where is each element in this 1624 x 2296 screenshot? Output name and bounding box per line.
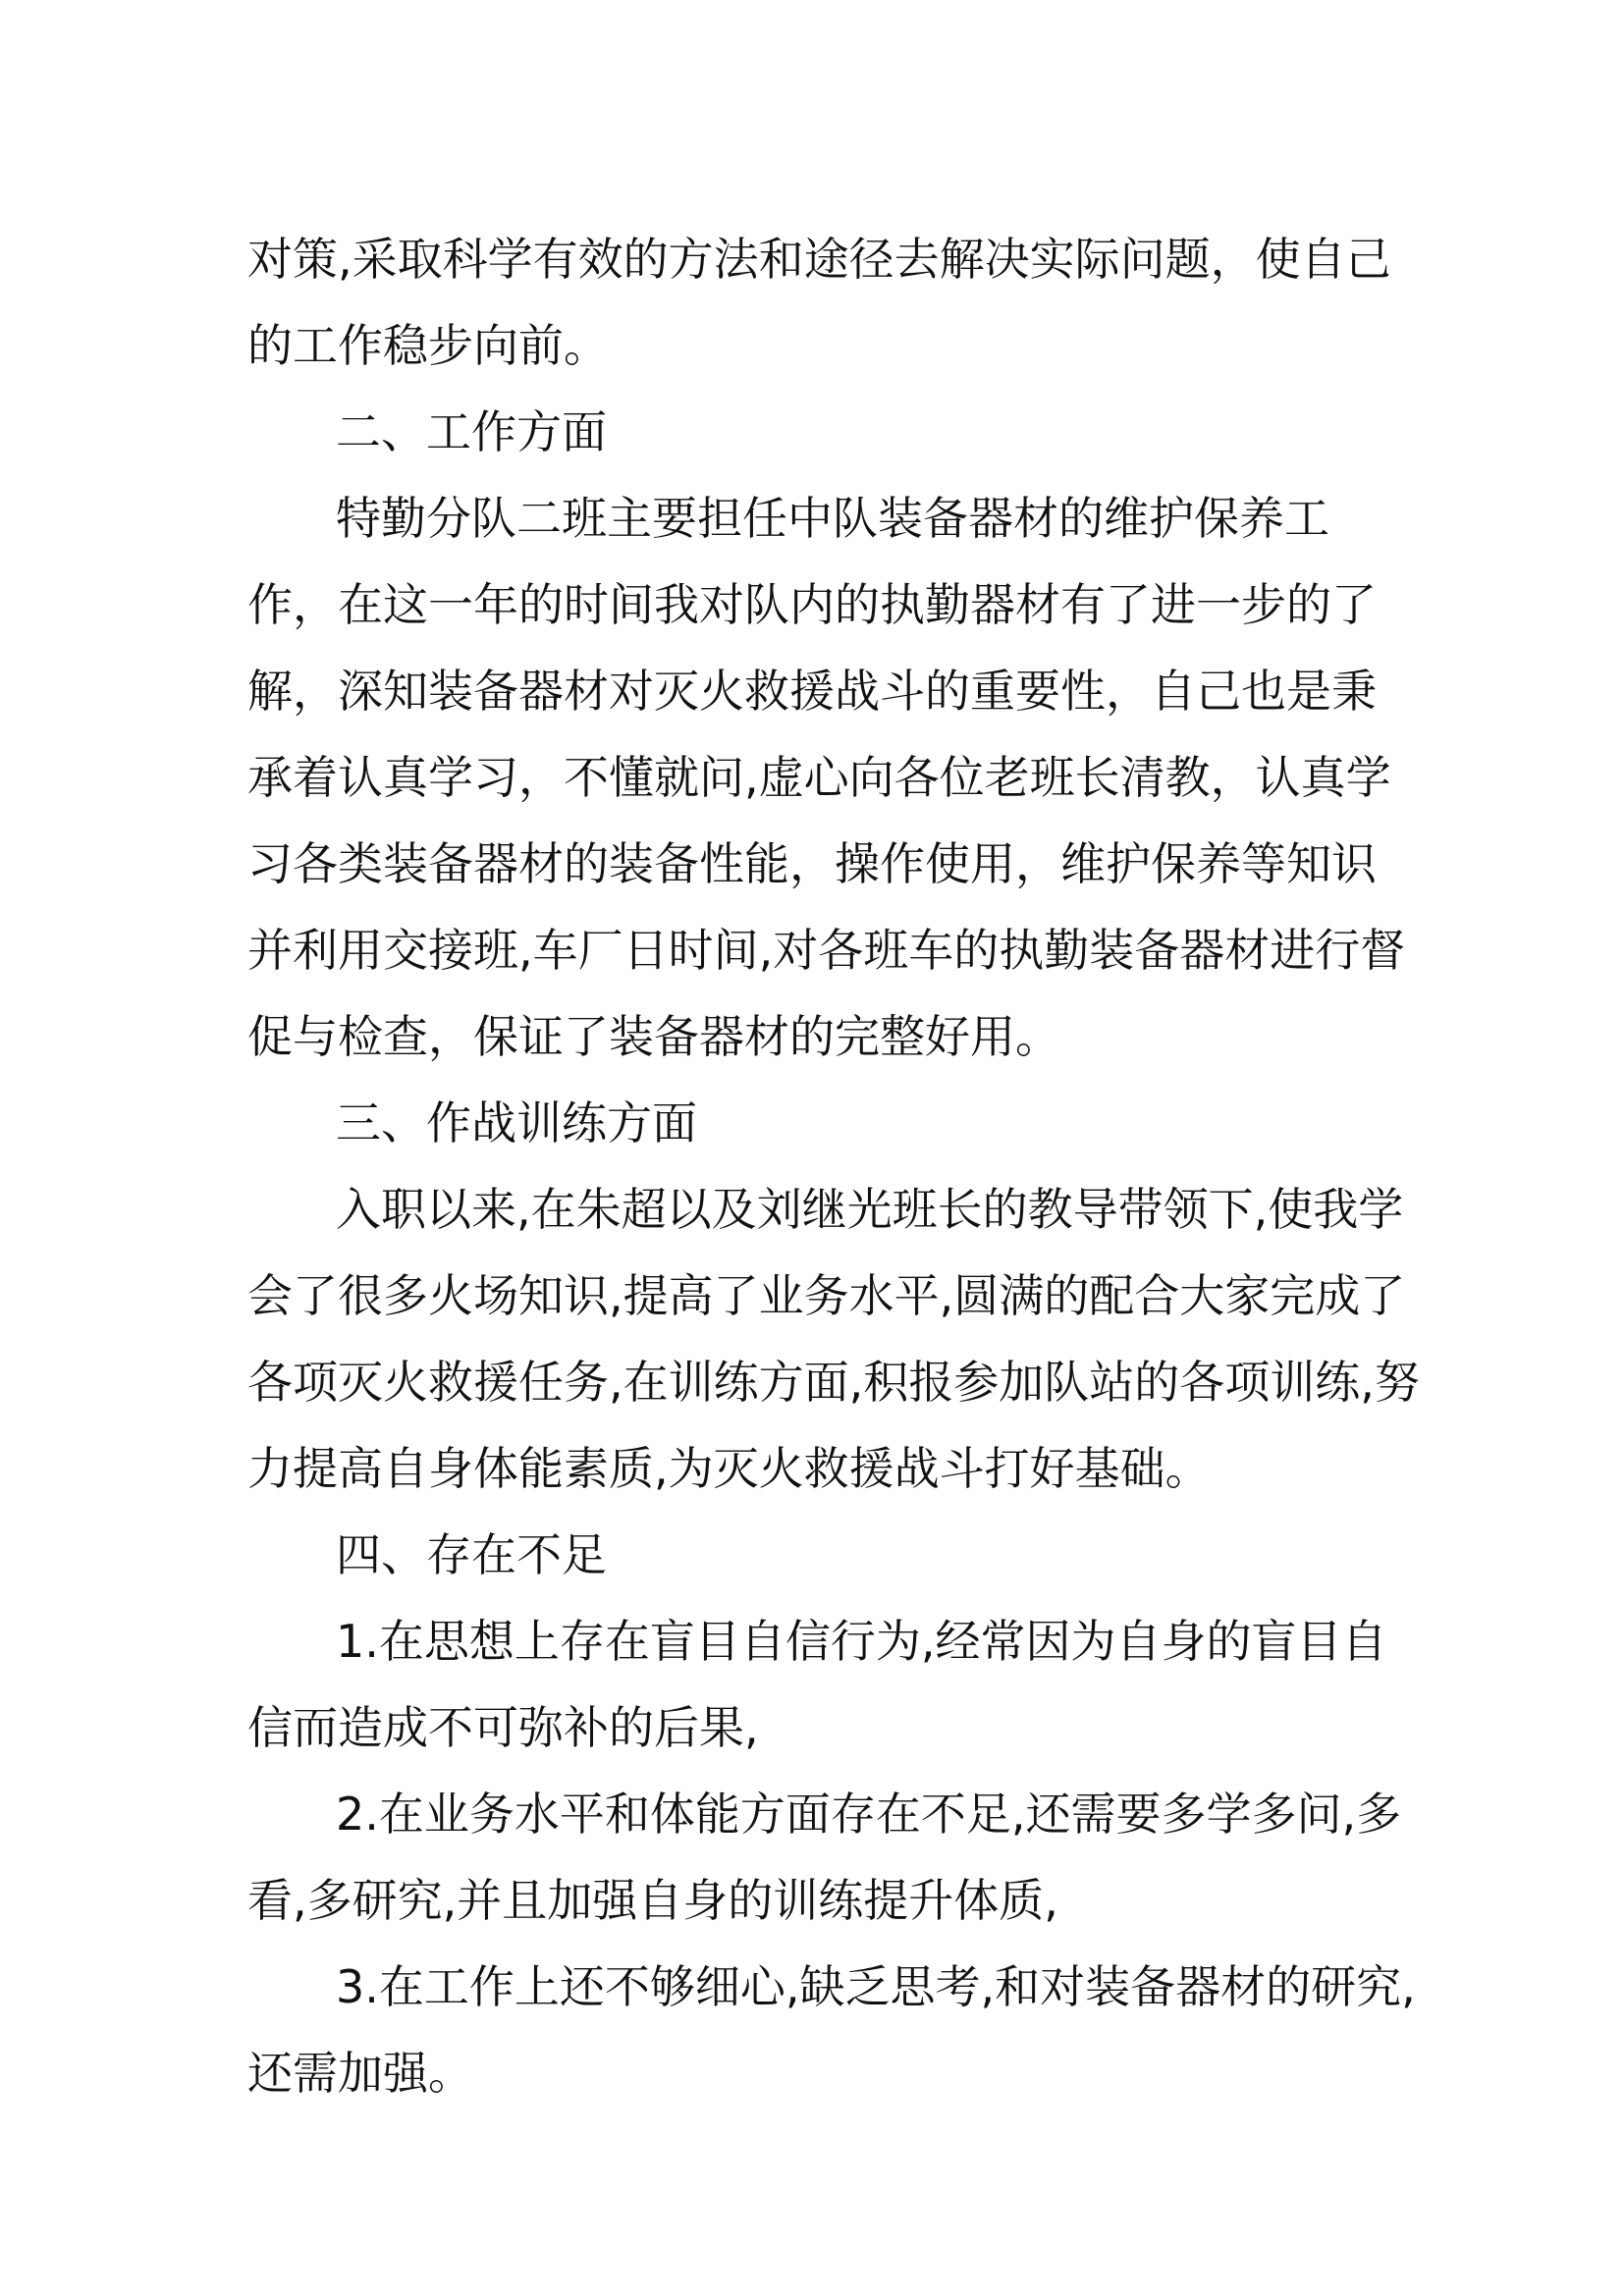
paragraph-line: 各项灭火救援任务,在训练方面,积报参加队站的各项训练,努: [247, 1356, 1420, 1409]
list-item-line: 看,多研究,并且加强自身的训练提升体质,: [247, 1874, 1058, 1927]
list-item-line: 1.在思想上存在盲目自信行为,经常因为自身的盲目自: [336, 1615, 1387, 1668]
paragraph-line: 入职以来,在朱超以及刘继光班长的教导带领下,使我学: [336, 1183, 1404, 1236]
list-item-line: 还需加强。: [247, 2047, 473, 2100]
paragraph-line: 促与检查，保证了装备器材的完整好用。: [247, 1010, 1060, 1063]
paragraph-line: 会了很多火场知识,提高了业务水平,圆满的配合大家完成了: [247, 1269, 1406, 1322]
paragraph-line: 力提高自身体能素质,为灭火救援战斗打好基础。: [247, 1442, 1211, 1495]
paragraph-line: 作，在这一年的时间我对队内的执勤器材有了进一步的了: [247, 578, 1377, 631]
list-item-line: 3.在工作上还不够细心,缺乏思考,和对装备器材的研究,: [336, 1960, 1416, 2013]
section-heading-work: 二、工作方面: [336, 405, 607, 458]
paragraph-line: 解，深知装备器材对灭火救援战斗的重要性，自己也是秉: [247, 665, 1377, 718]
paragraph-line: 承着认真学习，不懂就问,虚心向各位老班长清教，认真学: [247, 751, 1391, 804]
list-item-line: 信而造成不可弥补的后果,: [247, 1701, 759, 1754]
paragraph-line: 习各类装备器材的装备性能，操作使用，维护保养等知识: [247, 837, 1377, 890]
paragraph-line: 特勤分队二班主要担任中队装备器材的维护保养工: [336, 492, 1329, 545]
paragraph-line: 的工作稳步向前。: [247, 319, 609, 372]
paragraph-line: 对策,采取科学有效的方法和途径去解决实际问题，使自己: [247, 233, 1391, 286]
list-item-line: 2.在业务水平和体能方面存在不足,还需要多学多问,多: [336, 1788, 1402, 1841]
section-heading-training: 三、作战训练方面: [336, 1096, 697, 1149]
section-heading-shortcomings: 四、存在不足: [336, 1528, 607, 1581]
paragraph-line: 并利用交接班,车厂日时间,对各班车的执勤装备器材进行督: [247, 924, 1406, 977]
